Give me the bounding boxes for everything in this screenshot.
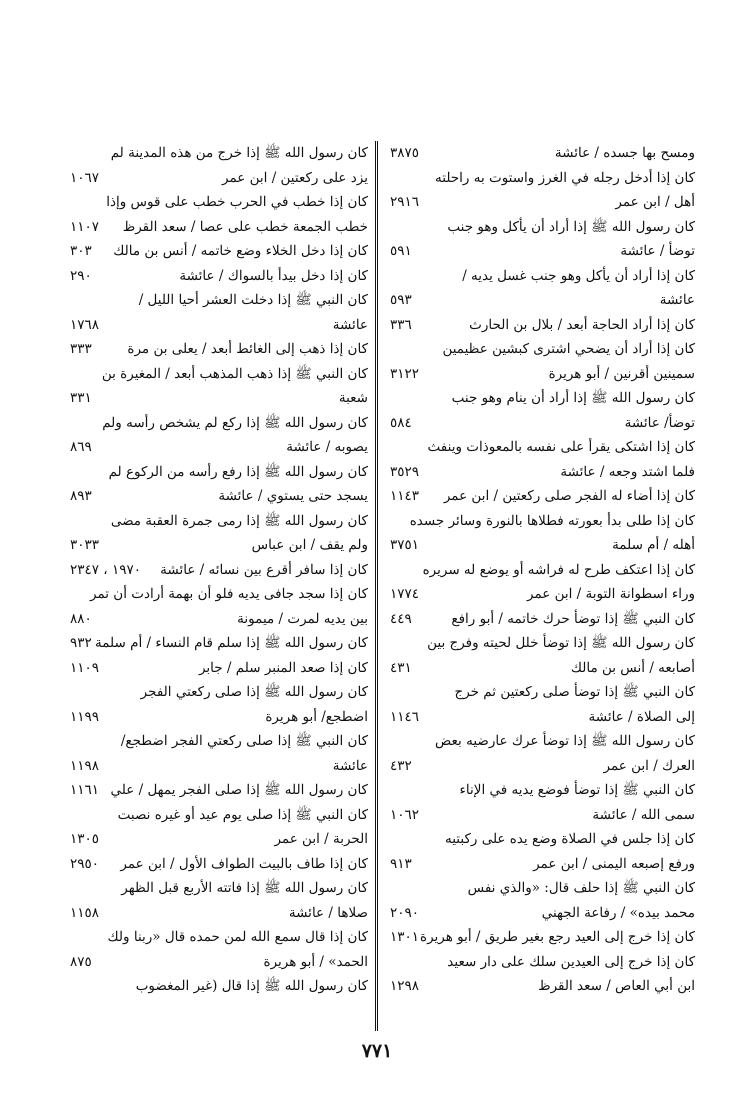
index-entry [380,337,695,362]
entry-number: ١١٥٨ [70,904,100,921]
entry-number: ٣٠٣ [70,243,92,259]
entry-number: ١٧٦٨ [70,316,100,333]
entry-number: ١٠٦٧ [70,169,100,186]
index-entry [70,729,368,754]
index-entry [70,631,368,656]
entry-number: ٥٩٣ [390,292,412,308]
index-entry [380,876,695,901]
entry-number: ١٢٩٨ [390,978,420,994]
entry-text: كان إذا صعد المنبر سلم / جابر [198,659,368,676]
entry-text: يسجد حتى يستوي / عائشة [218,488,368,504]
entry-number: ١٧٧٤ [390,586,420,602]
left-column [70,141,368,999]
entry-text: عائشة [332,757,368,774]
index-entry [70,190,368,215]
index-entry [380,435,695,460]
column-divider [375,141,378,1031]
entry-text: كان النبي ﷺ إذا حلف قال: «والذي نفس [467,880,695,896]
entry-text: ابن أبي العاص / سعد القرظ [538,978,695,994]
entry-text: كان النبي ﷺ إذا دخلت العشر أحيا الليل / [138,292,368,308]
entry-number: ٥٩١ [390,243,412,259]
entry-text: كان إذا أضاء له الفجر صلى ركعتين / ابن عمر [443,488,695,504]
entry-text: كان رسول الله ﷺ إذا صلى الفجر يمهل / علي [110,782,368,798]
index-entry [380,460,695,485]
entry-number: ٤٣١ [390,659,412,676]
index-entry [380,166,695,191]
index-entry [70,435,368,460]
entry-text: صلاها / عائشة [288,904,368,921]
entry-number: ٩١٣ [390,855,412,872]
index-entry [380,631,695,656]
entry-text: اضطجع/ أبو هريرة [265,708,368,725]
index-entry [70,974,368,999]
entry-number: ٢٩١٦ [390,194,420,210]
entry-text: سمينين أقرنين / أبو هريرة [548,365,695,382]
entry-text: كان النبي ﷺ إذا توضأ صلى ركعتين ثم خرج [454,684,695,700]
index-entry [70,925,368,950]
right-column [380,141,695,999]
entry-number: ٤٤٩ [390,610,412,627]
index-entry [70,484,368,509]
entry-text: كان رسول الله ﷺ إذا ركع لم يشخص رأسه ولم [102,414,368,431]
index-entry [70,386,368,411]
entry-number: ٣١٢٢ [390,365,420,382]
index-entry [380,950,695,975]
entry-text: عائشة [659,292,695,308]
entry-text: توضأ/ عائشة [624,414,695,431]
entry-number: ٣٥٢٩ [390,463,420,480]
page-number: ٧٧١ [361,1040,393,1062]
entry-text: الحمد» / أبو هريرة [263,953,368,970]
entry-number: ١١٩٨ [70,757,100,774]
index-entry [70,876,368,901]
entry-text: كان إذا خرج إلى العيد رجع بغير طريق / أبو هريرة [420,929,695,945]
entry-text: كان إذا أراد أن يضحي اشترى كبشين عظيمين [442,341,695,357]
index-entry [380,288,695,313]
index-entry [70,460,368,485]
index-entry [70,264,368,289]
entry-text: كان رسول الله ﷺ إذا فاتته الأربع قبل الظهر [121,880,368,896]
entry-text: كان رسول الله ﷺ إذا توضأ عرك عارضيه بعض [434,733,695,749]
entry-number: ٣٣١ [70,390,92,406]
index-entry [70,411,368,436]
entry-number: ٣٧٥١ [390,537,420,553]
index-entry [380,264,695,289]
index-entry [70,509,368,534]
entry-number: ١٣٠١ [390,929,420,945]
entry-text: خطب الجمعة خطب على عصا / سعد القرظ [122,218,368,235]
entry-text: كان إذا اعتكف طرح له فراشه أو يوضع له سريره [422,561,695,578]
index-entry [70,950,368,975]
index-entry [380,141,695,166]
entry-number: ٥٨٤ [390,414,412,431]
entry-text: كان إذا ذهب إلى الغائط أبعد / يعلى بن مرة [127,341,368,357]
entry-text: كان إذا اشتكى يقرأ على نفسه بالمعوذات وينفث [427,439,695,455]
index-entry [380,803,695,828]
entry-number: ٣٠٣٣ [70,537,100,553]
entry-text: كان إذا قال سمع الله لمن حمده قال «ربنا ولك [107,929,368,945]
entry-text: فلما اشتد وجعه / عائشة [560,463,695,480]
entry-text: أصابعه / أنس بن مالك [570,659,695,676]
index-entry [70,754,368,779]
entry-number: ١٠٦٢ [390,806,420,823]
entry-text: بين يديه لمرت / ميمونة [237,610,368,627]
entry-number: ٢٠٩٠ [390,904,420,921]
entry-number: ١١٦١ [70,782,100,798]
entry-number: ٨٩٣ [70,488,92,504]
index-entry [380,239,695,264]
entry-number: ٤٣٢ [390,757,412,774]
entry-text: كان إذا طاف بالبيت الطواف الأول / ابن عمر [120,855,368,872]
entry-text: كان إذا خطب في الحرب خطب على قوس وإذا [106,194,368,210]
index-entry [380,386,695,411]
index-entry [380,190,695,215]
index-entry [70,166,368,191]
index-entry [380,558,695,583]
entry-number: ١٩٧٠ ، ٢٣٤٧ [70,561,141,578]
entry-number: ٢٩٥٠ [70,855,100,872]
entry-text: الحربة / ابن عمر [274,831,368,847]
index-entry [380,852,695,877]
index-entry [70,827,368,852]
entry-text: كان رسول الله ﷺ إذا صلى ركعتي الفجر [140,684,368,700]
entry-text: كان رسول الله ﷺ إذا خرج من هذه المدينة لم [110,145,368,161]
index-entry [70,533,368,558]
entry-number: ٣٣٦ [390,316,412,333]
entry-number: ١١٤٦ [390,708,420,725]
entry-number: ٣٣٣ [70,341,92,357]
entry-text: عائشة [332,316,368,333]
index-entry [380,362,695,387]
entry-number: ١١٩٩ [70,708,100,725]
entry-number: ١١٠٧ [70,218,100,235]
entry-text: كان رسول الله ﷺ إذا توضأ خلل لحيته وفرج بين [427,635,695,651]
entry-text: كان إذا أدخل رجله في الغرز واستوت به راحلته [435,169,695,186]
index-entry [70,705,368,730]
index-entry [380,974,695,999]
entry-number: ١١٤٣ [390,488,420,504]
entry-text: كان رسول الله ﷺ إذا أراد أن يأكل وهو جنب [447,218,695,235]
entry-text: كان النبي ﷺ إذا صلى ركعتي الفجر اضطجع/ [120,733,368,749]
index-entry [70,558,368,583]
entry-number: ٨٧٥ [70,953,92,970]
entry-number: ١١٠٩ [70,659,100,676]
index-entry [380,778,695,803]
index-entry [70,239,368,264]
entry-text: ولم يقف / ابن عباس [251,537,368,553]
index-entry [70,582,368,607]
entry-text: إلى الصلاة / عائشة [588,708,695,725]
entry-text: وراء اسطوانة التوبة / ابن عمر [527,586,695,602]
entry-text: أهل / ابن عمر [615,194,695,210]
index-entry [70,337,368,362]
entry-text: كان رسول الله ﷺ إذا رمى جمرة العقبة مضى [110,512,368,529]
index-entry [70,313,368,338]
index-entry [70,215,368,240]
entry-number: ٨٨٠ [70,610,92,627]
entry-text: ومسح بها جسده / عائشة [554,145,695,161]
entry-number: ٣٨٧٥ [390,145,420,161]
index-entry [380,215,695,240]
index-entry [380,729,695,754]
index-entry [70,141,368,166]
entry-text: كان إذا سافر أقرع بين نسائه / عائشة [160,561,368,578]
entry-text: كان النبي ﷺ إذا ذهب المذهب أبعد / المغيرة بن [101,365,368,382]
entry-text: يزد على ركعتين / ابن عمر [222,169,368,186]
entry-text: كان إذا طلى بدأ بعورته فطلاها بالنورة وسائر جسده [409,512,695,529]
entry-text: يصوبه / عائشة [286,439,368,455]
index-entry [70,778,368,803]
index-entry [380,533,695,558]
entry-text: كان إذا أراد أن يأكل وهو جنب غسل يديه / [462,267,695,284]
index-entry [380,484,695,509]
index-entry [380,680,695,705]
entry-number: ٨٦٩ [70,439,92,455]
entry-number: ١٣٠٥ [70,831,100,847]
index-entry [70,362,368,387]
entry-text: توضأ / عائشة [620,243,695,259]
entry-text: كان إذا دخل بيدأ بالسواك / عائشة [179,267,368,284]
entry-number: ٩٣٢ [70,635,92,651]
entry-text: سمى الله / عائشة [592,806,695,823]
index-entry [70,852,368,877]
index-entry [70,288,368,313]
entry-text: محمد بيده» / رفاعة الجهني [541,904,695,921]
index-entry [380,582,695,607]
entry-text: كان النبي ﷺ إذا توضأ حرك خاتمه / أبو رافع [451,610,695,627]
index-entry [70,803,368,828]
index-entry [380,411,695,436]
entry-text: كان إذا جلس في الصلاة وضع يده على ركبتيه [445,831,695,847]
entry-text: كان إذا خرج إلى العيدين سلك على دار سعيد [447,953,695,970]
index-entry [70,680,368,705]
index-entry [380,705,695,730]
index-entry [70,656,368,681]
index-entry [380,313,695,338]
index-entry [380,827,695,852]
entry-text: كان النبي ﷺ إذا صلى يوم عيد أو غيره نصبت [117,806,368,823]
entry-text: كان إذا سجد جافى يديه فلو أن بهمة أرادت أن تمر [90,586,368,602]
index-entry [70,901,368,926]
entry-text: كان إذا دخل الخلاء وضع خاتمه / أنس بن مالك [113,243,368,259]
entry-text: كان رسول الله ﷺ إذا قال (غير المغضوب [135,978,368,994]
entry-text: العرك / ابن عمر [603,757,695,774]
entry-text: كان رسول الله ﷺ إذا أراد أن ينام وهو جنب [451,390,695,406]
index-entry [380,607,695,632]
entry-text: كان رسول الله ﷺ إذا سلم قام النساء / أم سلمة [95,635,368,651]
index-entry [380,925,695,950]
entry-text: أهله / أم سلمة [612,537,695,553]
entry-text: ورفع إصبعه اليمنى / ابن عمر [533,855,695,872]
index-entry [70,607,368,632]
entry-text: شعبة [338,390,368,406]
entry-number: ٢٩٠ [70,267,92,284]
index-entry [380,754,695,779]
entry-text: كان النبي ﷺ إذا توضأ فوضع يديه في الإناء [459,782,695,798]
index-entry [380,901,695,926]
entry-text: كان إذا أراد الحاجة أبعد / بلال بن الحارث [469,316,695,333]
index-entry [380,509,695,534]
entry-text: كان رسول الله ﷺ إذا رفع رأسه من الركوع لم [108,463,368,480]
index-entry [380,656,695,681]
